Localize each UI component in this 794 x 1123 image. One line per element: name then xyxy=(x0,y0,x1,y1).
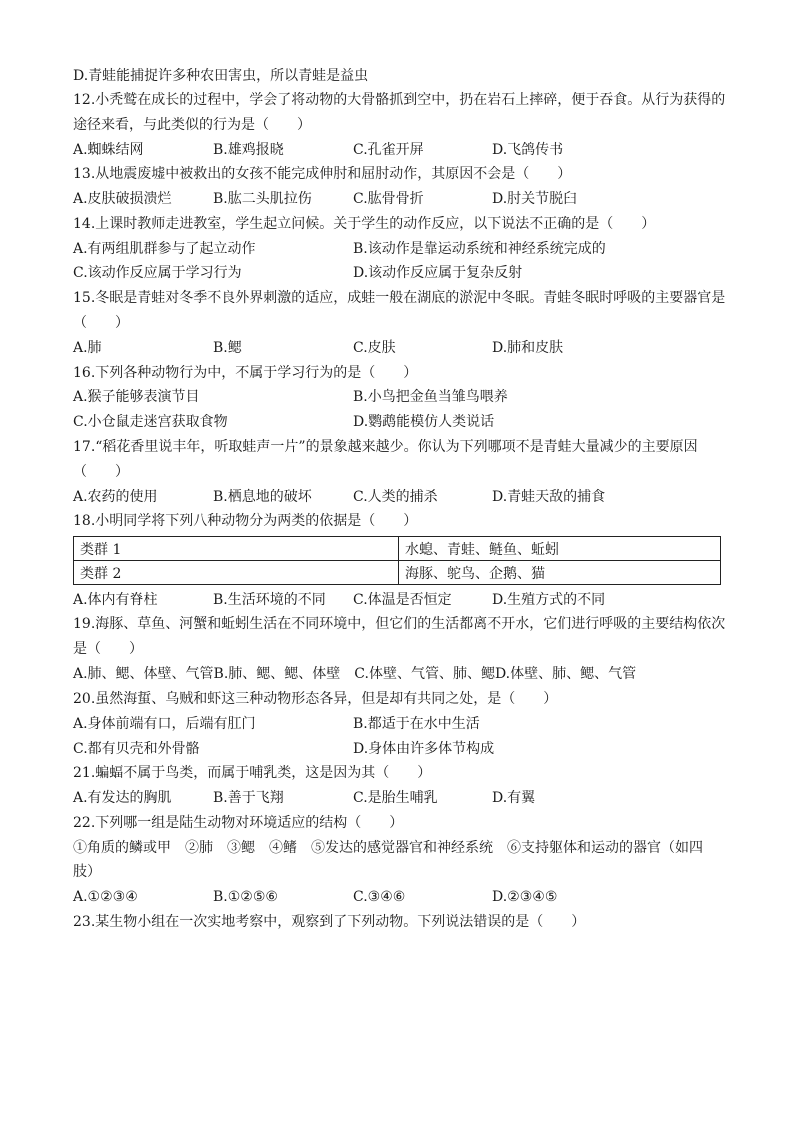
option-d: D.肺和皮肤 xyxy=(492,340,564,356)
option-c: C.皮肤 xyxy=(353,340,396,356)
option-a: A.农药的使用 xyxy=(73,489,158,505)
line: 肢） xyxy=(73,864,101,880)
question-16: 16.下列各种动物行为中，不属于学习行为的是（ ） xyxy=(73,365,418,381)
question-23: 23.某生物小组在一次实地考察中，观察到了下列动物。下列说法错误的是（ ） xyxy=(73,914,586,930)
question-21: 21.蝙蝠不属于鸟类，而属于哺乳类，这是因为其（ ） xyxy=(73,765,432,781)
option-d: D.肘关节脱臼 xyxy=(492,191,578,207)
option-b: B.生活环境的不同 xyxy=(213,592,326,608)
question-18: 18.小明同学将下列八种动物分为两类的依据是（ ） xyxy=(73,513,418,529)
option-a: A.有发达的胸肌 xyxy=(73,790,172,806)
option-b: B.①②⑤⑥ xyxy=(213,889,278,905)
option-c: C.小仓鼠走迷宫获取食物 xyxy=(73,414,228,430)
animals-cell: 海豚、鸵鸟、企鹅、猫 xyxy=(399,561,721,585)
option-d: D.该动作反应属于复杂反射 xyxy=(353,265,523,281)
question-20: 20.虽然海蜇、乌贼和虾这三种动物形态各异，但是却有共同之处，是（ ） xyxy=(73,691,558,707)
option-a: A.猴子能够表演节目 xyxy=(73,389,200,405)
option-a: A.①②③④ xyxy=(73,889,138,905)
line: （ ） xyxy=(73,315,129,331)
option-c: C.该动作反应属于学习行为 xyxy=(73,265,242,281)
option-d: D.有翼 xyxy=(492,790,536,806)
option-a: A.有两组肌群参与了起立动作 xyxy=(73,241,256,257)
option-b: B.肱二头肌拉伤 xyxy=(213,191,312,207)
line: D.青蛙能捕捉许多种农田害虫，所以青蛙是益虫 xyxy=(73,68,369,84)
option-d: D.生殖方式的不同 xyxy=(492,592,606,608)
option-c: C.人类的捕杀 xyxy=(353,489,438,505)
option-c: C.③④⑥ xyxy=(353,889,406,905)
table-row xyxy=(74,561,721,585)
line: 途径来看，与此类似的行为是（ ） xyxy=(73,117,311,133)
animals-cell: 水螅、青蛙、鲢鱼、蚯蚓 xyxy=(399,537,721,561)
line: （ ） xyxy=(73,464,129,480)
option-d: D.身体由许多体节构成 xyxy=(353,741,495,757)
option-b: B.雄鸡报晓 xyxy=(213,142,284,158)
option-d: D.飞鸽传书 xyxy=(492,142,564,158)
question-22: 22.下列哪一组是陆生动物对环境适应的结构（ ） xyxy=(73,815,404,831)
option-b: B.该动作是靠运动系统和神经系统完成的 xyxy=(353,241,606,257)
question-14: 14.上课时教师走进教室，学生起立问候。关于学生的动作反应，以下说法不正确的是（ ） xyxy=(73,216,656,232)
question-19: 19.海豚、草鱼、河蟹和蚯蚓生活在不同环境中，但它们的生活都离不开水，它们进行呼吸的主要结构依次 xyxy=(73,616,726,632)
option-c: C.是胎生哺乳 xyxy=(353,790,438,806)
question-12: 12.小秃鹫在成长的过程中，学会了将动物的大骨骼抓到空中，扔在岩石上摔碎，便于吞食。从行为获得的 xyxy=(73,92,726,108)
option-a: A.身体前端有口，后端有肛门 xyxy=(73,716,256,732)
question-15: 15.冬眠是青蛙对冬季不良外界刺激的适应，成蛙一般在湖底的淤泥中冬眠。青蛙冬眠时呼吸的主要器官是 xyxy=(73,290,726,306)
option-d: D.鹦鹉能模仿人类说话 xyxy=(353,414,495,430)
option-b: B.小鸟把金鱼当雏鸟喂养 xyxy=(353,389,508,405)
option-a: A.体内有脊柱 xyxy=(73,592,158,608)
line: 是（ ） xyxy=(73,641,143,657)
option-b: B.鳃 xyxy=(213,340,242,356)
group-cell: 类群 1 xyxy=(74,537,399,561)
option-c: C.孔雀开屏 xyxy=(353,142,424,158)
option-d: D.②③④⑤ xyxy=(492,889,558,905)
classification-table xyxy=(73,536,721,585)
option-d: D.青蛙天敌的捕食 xyxy=(492,489,606,505)
question-13: 13.从地震废墟中被救出的女孩不能完成伸肘和屈肘动作，其原因不会是（ ） xyxy=(73,166,572,182)
options-line: A.肺、鳃、体壁、气管B.肺、鳃、鳃、体壁 C.体壁、气管、肺、鳃D.体壁、肺、鳃、气管 xyxy=(73,666,637,682)
option-c: C.体温是否恒定 xyxy=(353,592,452,608)
option-c: C.肱骨骨折 xyxy=(353,191,424,207)
option-a: A.蜘蛛结网 xyxy=(73,142,144,158)
question-17: 17.“稻花香里说丰年，听取蛙声一片”的景象越来越少。你认为下列哪项不是青蛙大量减少的主要原因 xyxy=(73,439,698,455)
group-cell: 类群 2 xyxy=(74,561,399,585)
option-b: B.栖息地的破坏 xyxy=(213,489,312,505)
option-c: C.都有贝壳和外骨骼 xyxy=(73,741,200,757)
line: ①角质的鳞或甲 ②肺 ③鳃 ④鳍 ⑤发达的感觉器官和神经系统 ⑥支持躯体和运动的器官（如四 xyxy=(73,840,703,856)
option-b: B.都适于在水中生活 xyxy=(353,716,480,732)
table-row xyxy=(74,537,721,561)
option-a: A.肺 xyxy=(73,340,102,356)
option-a: A.皮肤破损溃烂 xyxy=(73,191,172,207)
option-b: B.善于飞翔 xyxy=(213,790,284,806)
